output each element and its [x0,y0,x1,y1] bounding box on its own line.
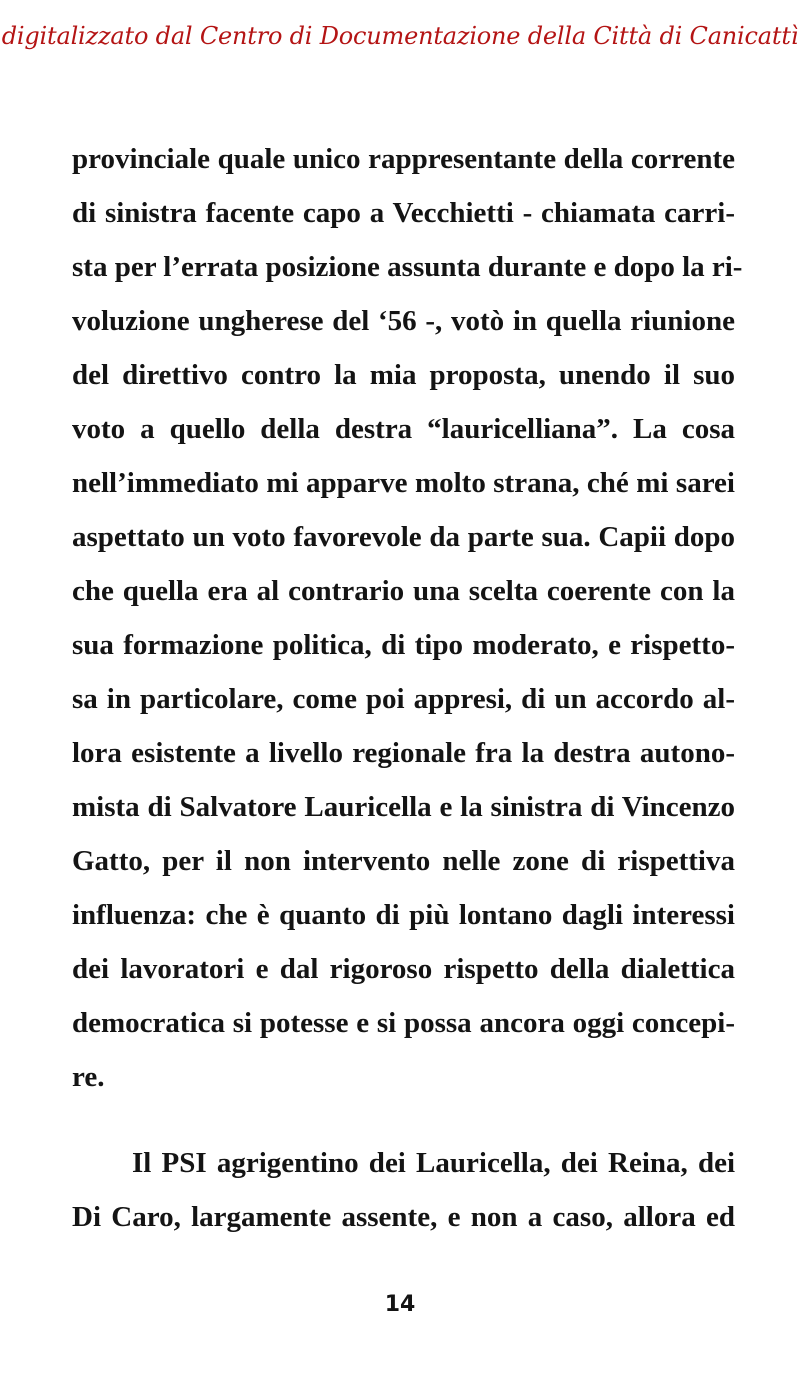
text-line: Gatto, per il non intervento nelle zone di rispettiva [72,845,735,877]
text-line: voto a quello della destra “lauricelliana”. La cosa [72,413,735,445]
text-line: re. [72,1061,105,1093]
text-line: voluzione ungherese del ‘56 -, votò in quella riunione [72,305,735,337]
text-line: che quella era al contrario una scelta coerente con la [72,575,735,607]
text-line: Il PSI agrigentino dei Lauricella, dei Reina, dei [132,1147,735,1179]
text-line: influenza: che è quanto di più lontano dagli interessi [72,899,735,931]
text-line: sta per l’errata posizione assunta durante e dopo la ri- [72,251,743,283]
text-line: lora esistente a livello regionale fra la destra autono- [72,737,735,769]
text-line: nell’immediato mi apparve molto strana, ché mi sarei [72,467,735,499]
text-line: Di Caro, largamente assente, e non a caso, allora ed [72,1201,735,1233]
paragraph-break [72,1104,735,1136]
text-line: aspettato un voto favorevole da parte sua. Capii dopo [72,521,735,553]
page-number: 14 [384,1292,416,1317]
text-line: del direttivo contro la mia proposta, unendo il suo [72,359,735,391]
text-line: sa in particolare, come poi appresi, di un accordo al- [72,683,735,715]
text-line: provinciale quale unico rappresentante della corrente [72,143,735,175]
text-line: dei lavoratori e dal rigoroso rispetto della dialettica [72,953,735,985]
text-line: sua formazione politica, di tipo moderato, e rispetto- [72,629,735,661]
text-line: di sinistra facente capo a Vecchietti - chiamata carri- [72,197,735,229]
text-line: democratica si potesse e si possa ancora oggi concepi- [72,1007,735,1039]
digitization-watermark: digitalizzato dal Centro di Documentazione della Città di Canicattì [1,22,799,50]
text-line: mista di Salvatore Lauricella e la sinistra di Vincenzo [72,791,735,823]
page-body [72,132,743,1244]
